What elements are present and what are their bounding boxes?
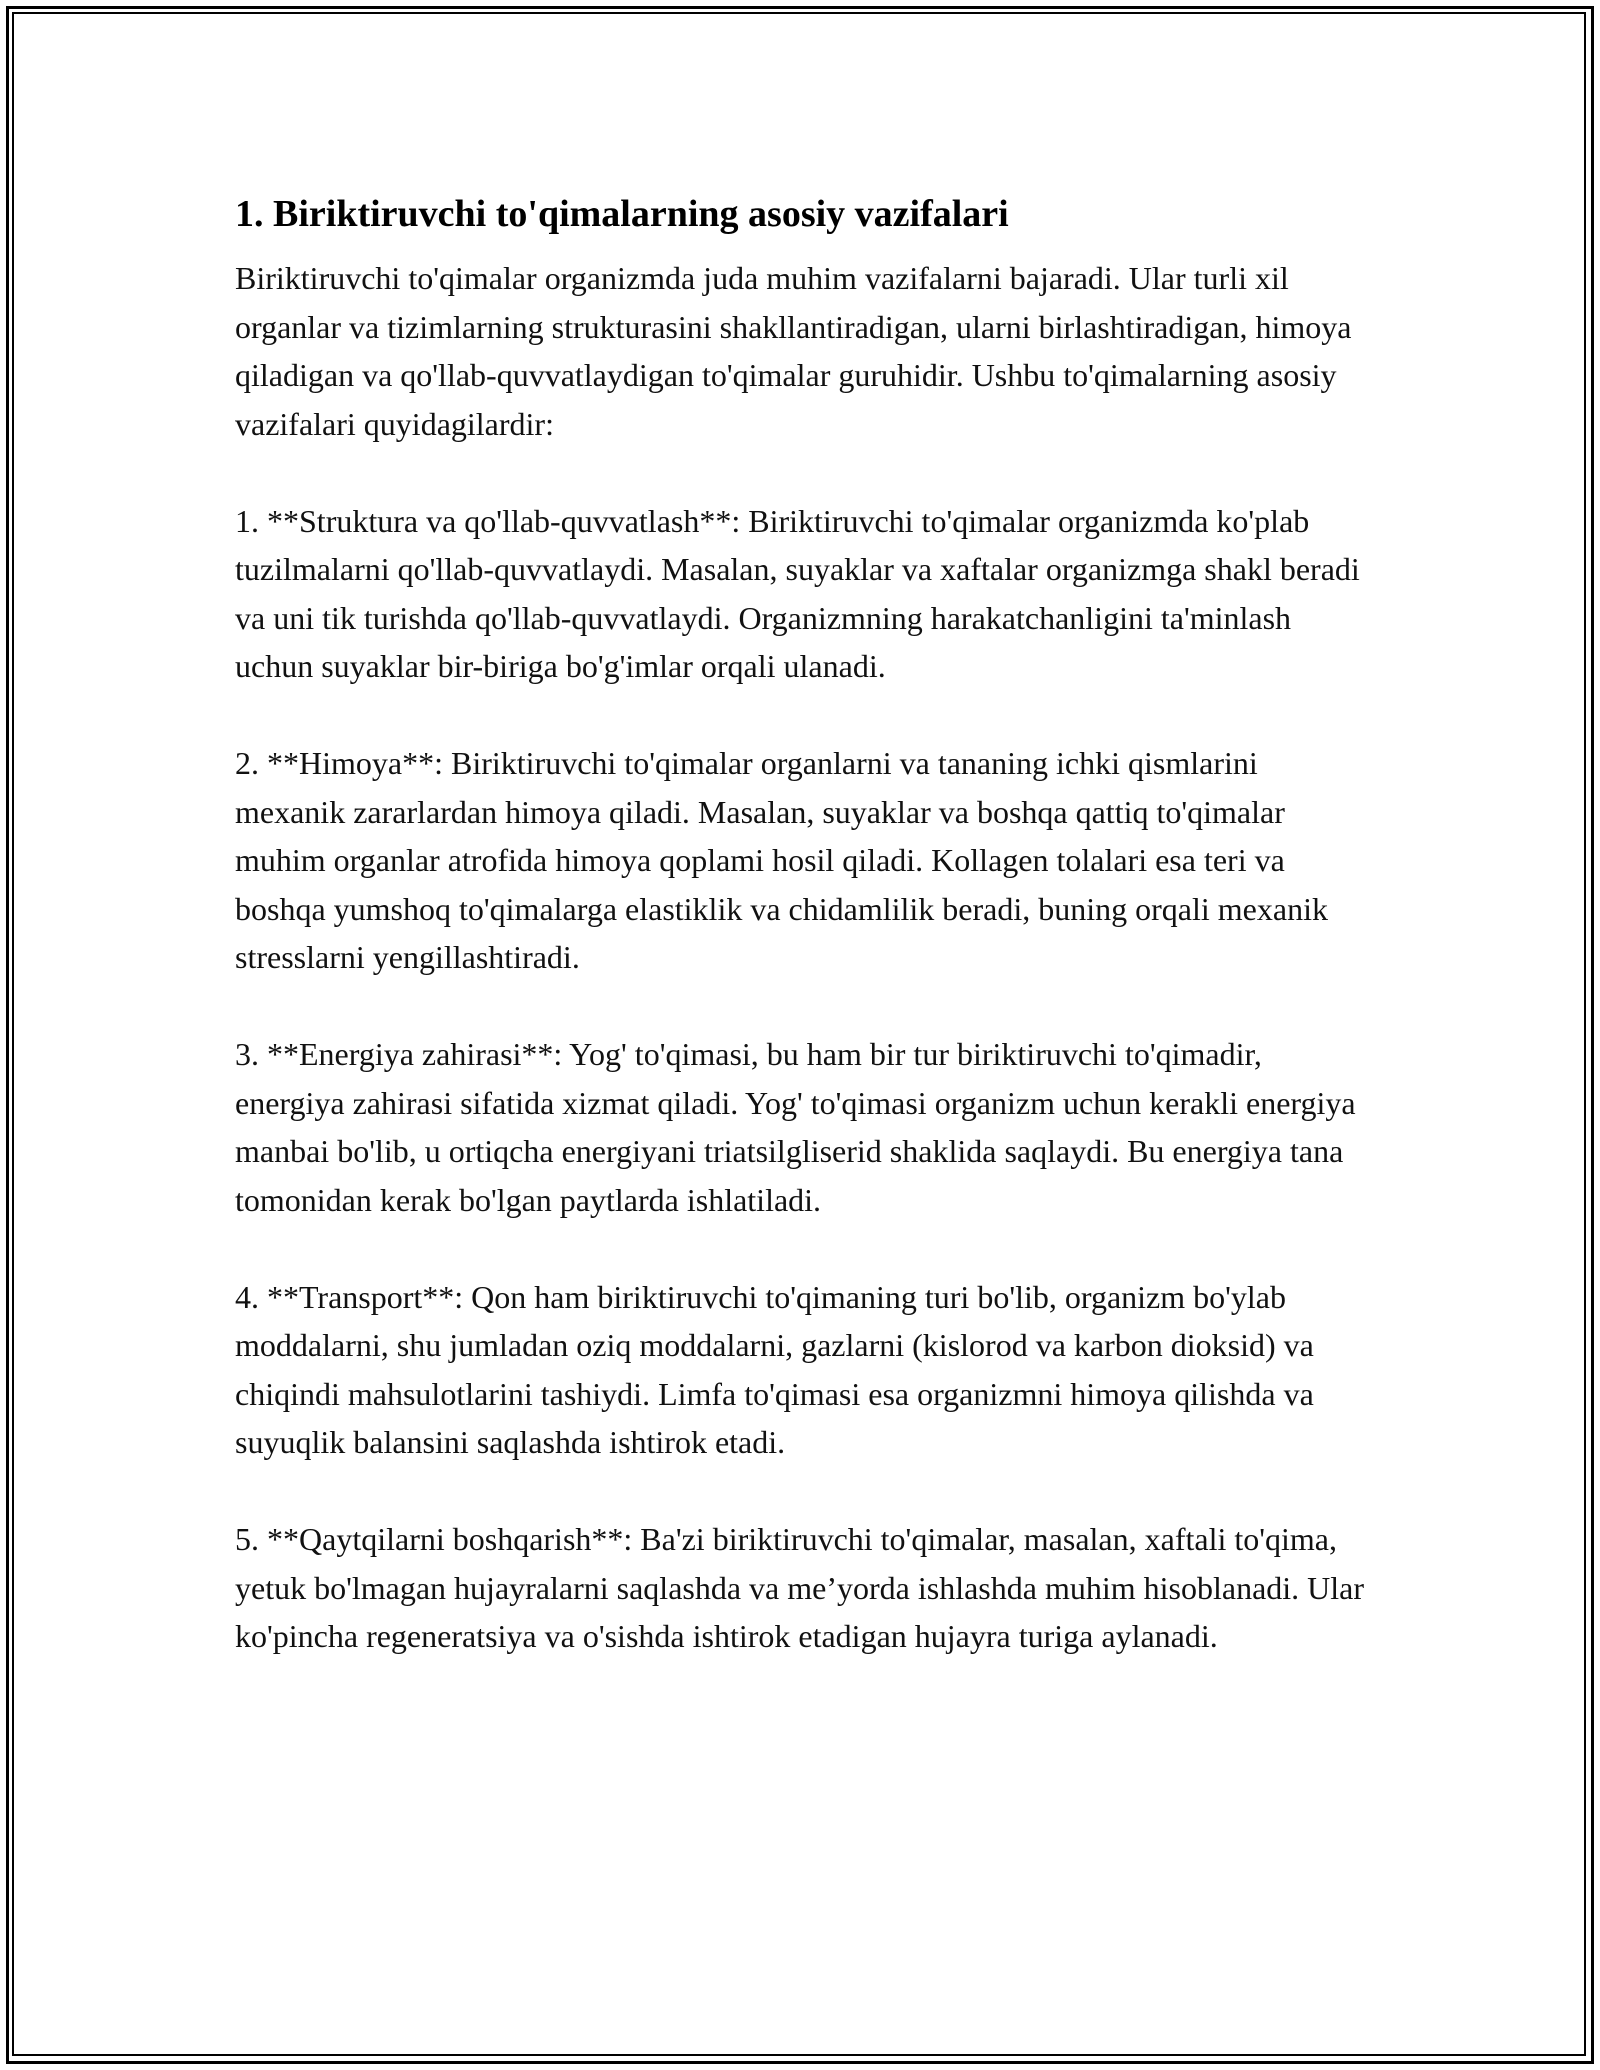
list-item-transport: 4. **Transport**: Qon ham biriktiruvchi to'qimaning turi bo'lib, organizm bo'ylab moddalarni, shu jumladan oziq moddalarni, gazlarni (kislorod va karbon dioksid) va chiqindi mahsulotlarini tashiydi. Limfa to'qimasi esa organizmni himoya qilishda va suyuqlik balansini saqlashda ishtirok etadi.: [235, 1278, 1314, 1460]
list-item-protection: 2. **Himoya**: Biriktiruvchi to'qimalar organlarni va tananing ichki qismlarini mexanik zararlardan himoya qiladi. Masalan, suyaklar va boshqa qattiq to'qimalar muhim organlar atrofida himoya qoplami hosil qiladi. Kollagen tolalari esa teri va boshqa yumshoq to'qimalarga elastiklik va chidamlilik beradi, buning orqali mexanik stresslarni yengillashtiradi.: [235, 745, 1328, 975]
intro-paragraph: Biriktiruvchi to'qimalar organizmda juda muhim vazifalarni bajaradi. Ular turli xil organlar va tizimlarning strukturasini shakllantiradigan, ularni birlashtiradigan, himoya qiladigan va qo'llab-quvvatlaydigan to'qimalar guruhidir. Ushbu to'qimalarning asosiy vazifalari quyidagilardir:: [235, 260, 1352, 442]
list-item-regulation: 5. **Qaytqilarni boshqarish**: Ba'zi biriktiruvchi to'qimalar, masalan, xaftali to'qima, yetuk bo'lmagan hujayralarni saqlashda va me’yorda ishlashda muhim hisoblanadi. Ular ko'pincha regeneratsiya va o'sishda ishtirok etadigan hujayra turiga aylanadi.: [235, 1521, 1365, 1654]
document-body: [235, 186, 1375, 1709]
list-item-energy-reserve: 3. **Energiya zahirasi**: Yog' to'qimasi, bu ham bir tur biriktiruvchi to'qimadir, energiya zahirasi sifatida xizmat qiladi. Yog' to'qimasi organizm uchun kerakli energiya manbai bo'lib, u ortiqcha energiyani triatsilgliserid shaklida saqlaydi. Bu energiya tana tomonidan kerak bo'lgan paytlarda ishlatiladi.: [235, 1036, 1356, 1218]
document-title: 1. Biriktiruvchi to'qimalarning asosiy vazifalari: [235, 193, 1009, 235]
list-item-structure: 1. **Struktura va qo'llab-quvvatlash**: Biriktiruvchi to'qimalar organizmda ko'plab tuzilmalarni qo'llab-quvvatlaydi. Masalan, suyaklar va xaftalar organizmga shakl beradi va uni tik turishda qo'llab-quvvatlaydi. Organizmning harakatchanligini ta'minlash uchun suyaklar bir-biriga bo'g'imlar orqali ulanadi.: [235, 502, 1360, 684]
